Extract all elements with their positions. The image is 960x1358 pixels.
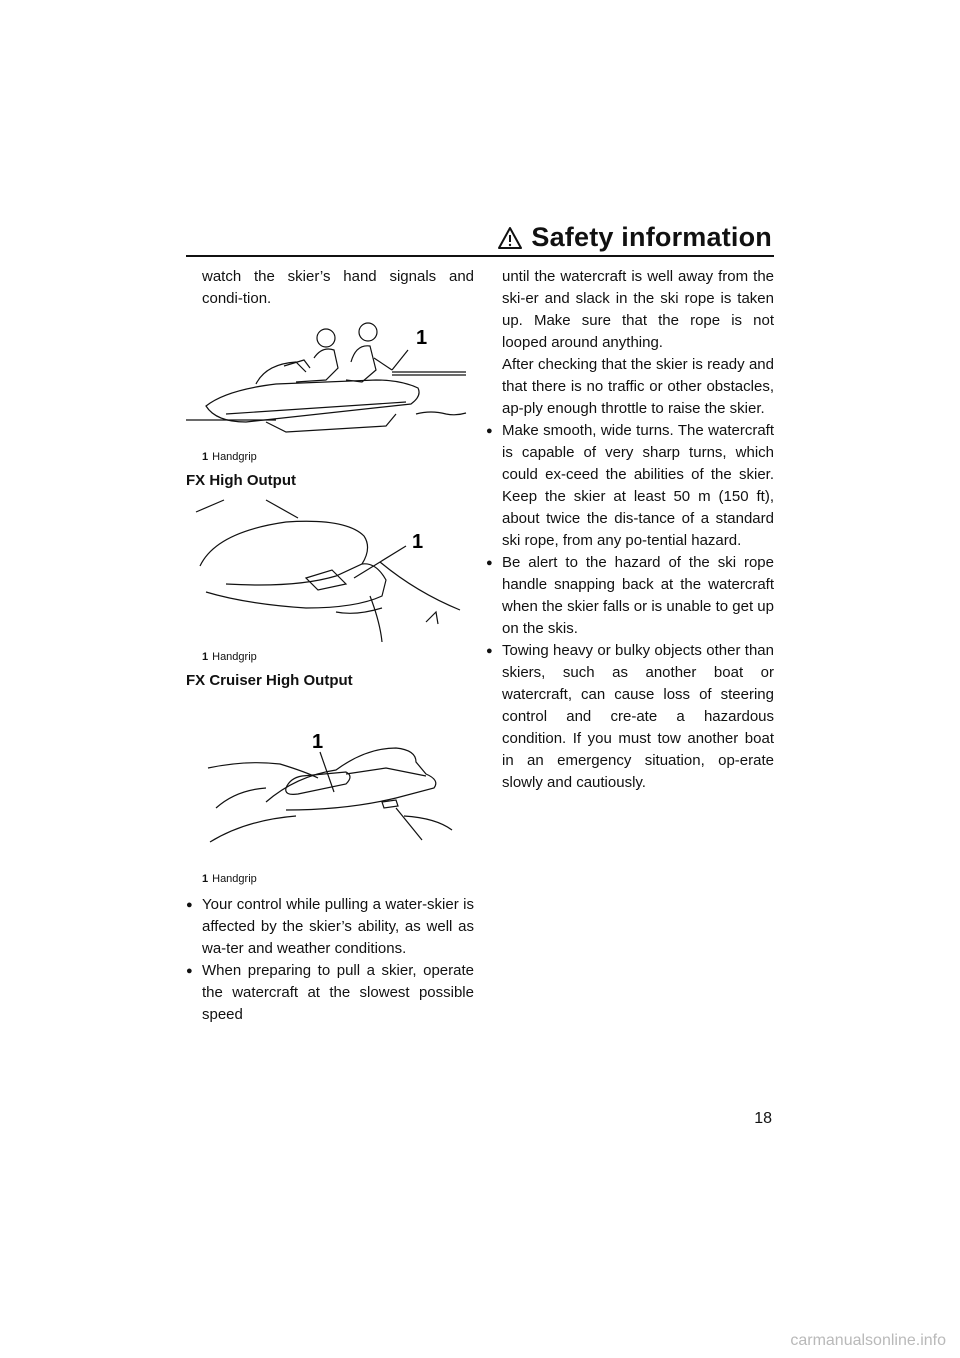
bullet-text: Be alert to the hazard of the ski rope handle snapping back at the watercraft when the skier falls or is unable to get up on the skis. [502,554,774,637]
bullet-dot-icon: ● [486,645,493,657]
bullet-dot-icon: ● [486,557,493,569]
fx-cruiser-handgrip-illustration [186,692,474,872]
towing-watercraft-illustration [186,310,474,450]
intro-paragraph: watch the skier’s hand signals and condi-tion. [202,268,474,307]
page-number: 18 [754,1110,772,1127]
figure2-caption [202,650,474,664]
figure-fx-cruiser-handgrip [186,692,474,886]
watermark: carmanualsonline.info [790,1332,946,1349]
bullet-text: Your control while pulling a water-skier is affected by the skier’s ability, as well as wa-ter and weather conditions. [202,896,474,957]
figure1-caption [202,450,474,464]
bullet-text: Make smooth, wide turns. The watercraft is capable of very sharp turns, which could ex-ceed the abilities of the skier. Keep the skier at least 50 m (150 ft), about twice the dis-tance of a standard ski rope, from any po-tential hazard. [502,422,774,549]
header-rule [186,255,774,257]
fx-handgrip-illustration [186,492,474,650]
list-item [486,640,774,794]
list-item [186,894,474,960]
list-item [486,420,774,552]
page-header [497,222,772,253]
right-column [486,266,774,794]
figure1-callout: 1 [416,327,428,349]
figure1-caption-number: 1 [202,451,209,463]
list-item [486,552,774,640]
bullet-dot-icon: ● [186,899,193,911]
figure3-callout: 1 [312,731,324,753]
page-title: Safety information [531,222,772,252]
subhead-fx-cruiser-high-output: FX Cruiser High Output [186,672,353,689]
figure2-caption-text: Handgrip [212,651,257,663]
figure2-callout: 1 [412,531,424,553]
figure3-caption-text: Handgrip [212,873,257,885]
bullet-dot-icon: ● [186,965,193,977]
bullet-dot-icon: ● [486,425,493,437]
warning-triangle-icon [497,226,523,250]
bullet-text: When preparing to pull a skier, operate the watercraft at the slowest possible speed [202,962,474,1023]
list-item [186,960,474,1026]
bullet-text: Towing heavy or bulky objects other than skiers, such as another boat or watercraft, can cause loss of steering control and cre-ate a hazardous condition. If you must tow another boat in an emergency situation, op-erate slowly and cautiously. [502,642,774,791]
figure-fx-handgrip [186,492,474,664]
continuation-paragraph: until the watercraft is well away from the ski-er and slack in the ski rope is taken up. Make sure that the rope is not looped around anything. [502,268,774,351]
figure3-caption-number: 1 [202,873,209,885]
figure3-caption [202,872,474,886]
figure-towing-illustration [186,310,474,464]
subhead-fx-high-output: FX High Output [186,472,296,489]
left-column [186,266,474,1026]
figure2-caption-number: 1 [202,651,209,663]
continuation-paragraph-2: After checking that the skier is ready and that there is no traffic or other obstacles, ap-ply enough throttle to raise the skier. [502,356,774,417]
figure1-caption-text: Handgrip [212,451,257,463]
